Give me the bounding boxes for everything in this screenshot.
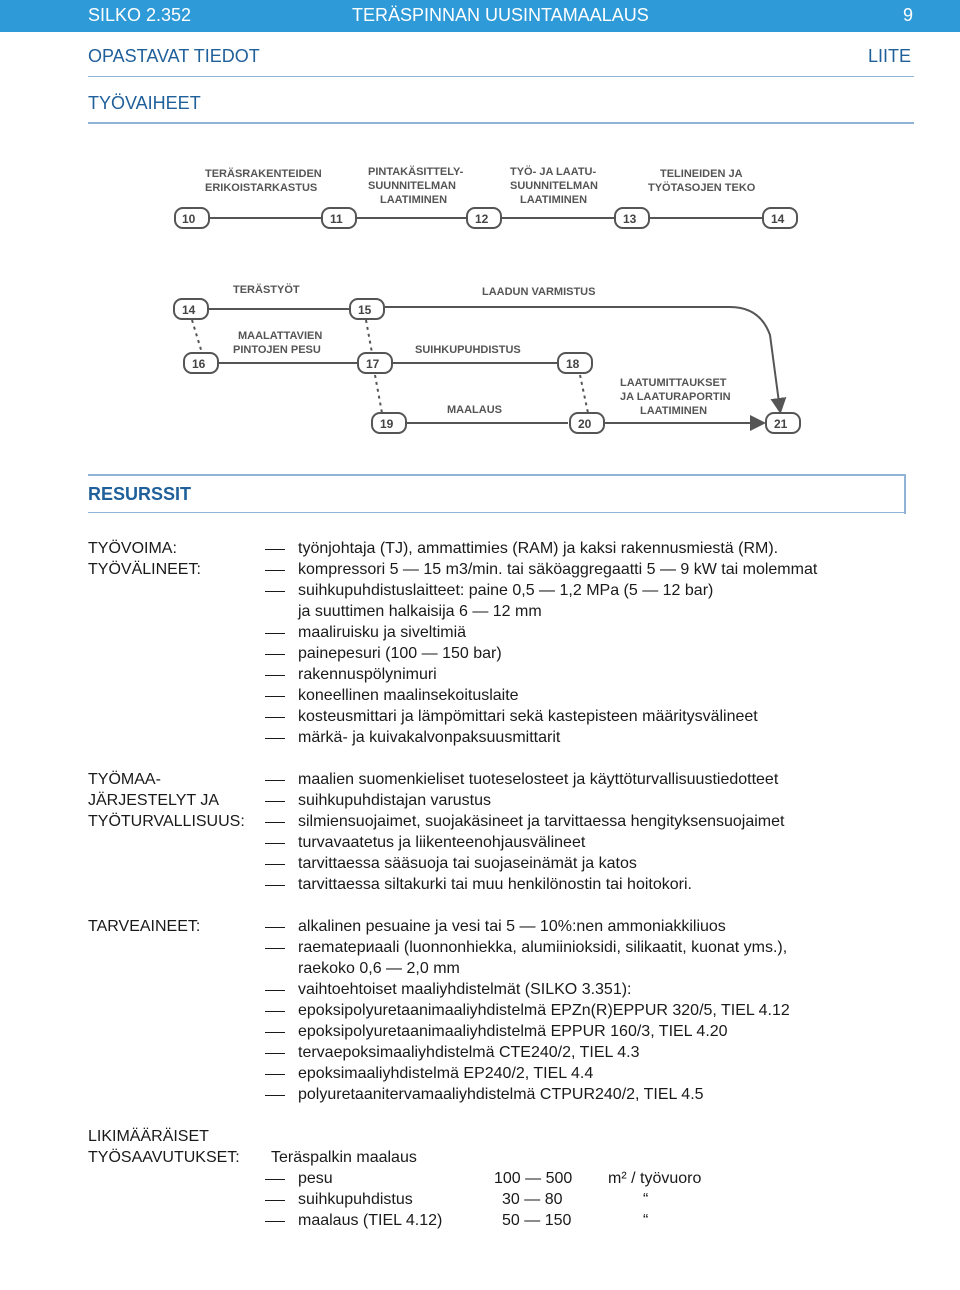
- node-19: [372, 413, 406, 433]
- dash: [265, 1074, 285, 1075]
- task-amount: 50 — 150: [502, 1212, 572, 1229]
- resurssit-top-rule: [88, 474, 906, 476]
- saavutukset-label-1: LIKIMÄÄRÄISET: [88, 1128, 209, 1145]
- list-item: vaihtoehtoiset maaliyhdistelmät (SILKO 3.351):: [298, 981, 632, 998]
- label-laatumittaukset: LAATUMITTAUKSET JA LAATURAPORTIN LAATIMINEN: [620, 377, 731, 417]
- list-item: tarvittaessa siltakurki tai muu henkilönostin tai hoitokori.: [298, 876, 692, 893]
- list-item: maalien suomenkieliset tuoteselosteet ja käyttöturvallisuustiedotteet: [298, 771, 779, 788]
- svg-text:21: 21: [774, 417, 788, 431]
- task-name: maalaus (TIEL 4.12): [298, 1212, 443, 1229]
- label-telineet: TELINEIDEN JA TYÖTASOJEN TEKO: [648, 168, 756, 194]
- list-item: työnjohtaja (TJ), ammattimies (RAM) ja kaksi rakennusmiestä (RM).: [298, 540, 779, 557]
- dash: [265, 1011, 285, 1012]
- node-15: [350, 299, 384, 319]
- list-item: epoksipolyuretaanimaaliyhdistelmä EPPUR 160/3, TIEL 4.20: [298, 1023, 728, 1040]
- dash: [265, 1221, 285, 1222]
- dash: [265, 927, 285, 928]
- task-name: suihkupuhdistus: [298, 1191, 413, 1208]
- task-name: pesu: [298, 1170, 333, 1187]
- node-12: [467, 208, 501, 228]
- list-item: suihkupuhdistajan varustus: [298, 792, 492, 809]
- label-pintakasittely: PINTAKÄSITTELY- SUUNNITELMAN LAATIMINEN: [368, 166, 464, 206]
- dash: [265, 654, 285, 655]
- dash: [265, 675, 285, 676]
- list-item: epoksipolyuretaanimaaliyhdistelmä EPZn(R)EPPUR 320/5, TIEL 4.12: [298, 1002, 790, 1019]
- dash: [265, 696, 285, 697]
- list-item: polyuretaanitervamaaliyhdistelmä CTPUR240/2, TIEL 4.5: [298, 1086, 704, 1103]
- tyomaa-label-1: TYÖMAA-: [88, 771, 161, 788]
- dash: [265, 990, 285, 991]
- list-item: raematериaali (luonnonhiekka, alumiinioksidi, silikaatit, kuonat yms.),: [298, 939, 788, 956]
- list-item: tervaepoksimaaliyhdistelmä CTE240/2, TIEL 4.3: [298, 1044, 640, 1061]
- svg-text:10: 10: [182, 212, 196, 226]
- node-21: [766, 413, 800, 433]
- saavutukset-heading: Teräspalkin maalaus: [271, 1149, 417, 1166]
- page-number: 9: [903, 5, 914, 25]
- dash: [265, 948, 285, 949]
- dash: [265, 738, 285, 739]
- svg-text:15: 15: [358, 303, 372, 317]
- dash: [265, 801, 285, 802]
- dash: [265, 1095, 285, 1096]
- node-13: [615, 208, 649, 228]
- tarveaineet-label: TARVEAINEET:: [88, 918, 201, 935]
- dash: [265, 843, 285, 844]
- node-14a: [763, 208, 797, 228]
- doc-id: SILKO 2.352: [88, 5, 192, 25]
- label-pesu: MAALATTAVIEN PINTOJEN PESU: [233, 330, 323, 356]
- task-amount: 30 — 80: [502, 1191, 563, 1208]
- dash: [265, 1179, 285, 1180]
- dash: [265, 549, 285, 550]
- list-item: kompressori 5 — 15 m3/min. tai säköaggregaatti 5 — 9 kW tai molemmat: [298, 561, 818, 578]
- svg-text:14: 14: [182, 303, 196, 317]
- list-item: epoksimaaliyhdistelmä EP240/2, TIEL 4.4: [298, 1065, 594, 1082]
- list-item: alkalinen pesuaine ja vesi tai 5 — 10%:nen ammoniakkiliuos: [298, 918, 726, 935]
- task-unit: “: [643, 1212, 649, 1229]
- doc-title: TERÄSPINNAN UUSINTAMAALAUS: [352, 5, 649, 25]
- label-maalaus: MAALAUS: [447, 404, 502, 416]
- list-item: painepesuri (100 — 150 bar): [298, 645, 502, 662]
- dash: [265, 864, 285, 865]
- dash: [265, 1032, 285, 1033]
- svg-text:11: 11: [330, 212, 343, 226]
- label-tyosuunnitelma: TYÖ- JA LAATU- SUUNNITELMAN LAATIMINEN: [510, 166, 598, 206]
- svg-text:12: 12: [475, 212, 489, 226]
- dash: [265, 1200, 285, 1201]
- node-18: [558, 353, 592, 373]
- dash: [265, 591, 285, 592]
- saavutukset-label-2: TYÖSAAVUTUKSET:: [88, 1149, 240, 1166]
- workflow-diagram: [170, 155, 810, 445]
- dash: [265, 780, 285, 781]
- dash: [265, 633, 285, 634]
- label-laadun-varmistus: LAADUN VARMISTUS: [482, 286, 596, 298]
- subtitle-left: OPASTAVAT TIEDOT: [88, 46, 260, 66]
- label-erikoistarkastus: TERÄSRAKENTEIDEN ERIKOISTARKASTUS: [205, 168, 322, 194]
- list-item: maaliruisku ja siveltimiä: [298, 624, 467, 641]
- node-16: [184, 353, 218, 373]
- dash: [265, 1053, 285, 1054]
- dash: [265, 822, 285, 823]
- svg-text:17: 17: [366, 357, 380, 371]
- resurssit-bottom-rule: [88, 512, 906, 513]
- list-item: ja suuttimen halkaisija 6 — 12 mm: [298, 603, 542, 620]
- dash: [265, 885, 285, 886]
- resurssit-side-rule: [904, 474, 906, 514]
- list-item: kosteusmittari ja lämpömittari sekä kastepisteen määritysvälineet: [298, 708, 758, 725]
- label-suihkupuhdistus: SUIHKUPUHDISTUS: [415, 344, 521, 356]
- dash: [265, 717, 285, 718]
- section-title-tyovaiheet: TYÖVAIHEET: [88, 93, 201, 113]
- header-bar: [0, 0, 960, 32]
- task-unit: m² / työvuoro: [608, 1170, 702, 1187]
- list-item: silmiensuojaimet, suojakäsineet ja tarvittaessa hengityksensuojaimet: [298, 813, 785, 830]
- node-10: [175, 208, 209, 228]
- tyovalineet-label: TYÖVÄLINEET:: [88, 561, 201, 578]
- list-item: raekoko 0,6 — 2,0 mm: [298, 960, 460, 977]
- list-item: rakennuspölynimuri: [298, 666, 437, 683]
- list-item: turvavaatetus ja liikenteenohjausvälineet: [298, 834, 586, 851]
- list-item: koneellinen maalinsekoituslaite: [298, 687, 519, 704]
- tyomaa-label-3: TYÖTURVALLISUUS:: [88, 813, 245, 830]
- svg-text:19: 19: [380, 417, 394, 431]
- dash: [265, 570, 285, 571]
- list-item: suihkupuhdistuslaitteet: paine 0,5 — 1,2 MPa (5 — 12 bar): [298, 582, 714, 599]
- header-divider: [88, 76, 914, 77]
- node-20: [570, 413, 604, 433]
- svg-text:16: 16: [192, 357, 206, 371]
- subtitle-right: LIITE: [868, 46, 912, 66]
- task-unit: “: [643, 1191, 649, 1208]
- section-divider: [88, 122, 914, 124]
- task-amount: 100 — 500: [494, 1170, 573, 1187]
- node-14b: [174, 299, 208, 319]
- tyovoima-label: TYÖVOIMA:: [88, 540, 177, 557]
- resurssit-title: RESURSSIT: [88, 484, 192, 504]
- list-item: tarvittaessa sääsuoja tai suojaseinämät ja katos: [298, 855, 637, 872]
- label-terastyot: TERÄSTYÖT: [233, 284, 300, 296]
- node-17: [358, 353, 392, 373]
- svg-text:18: 18: [566, 357, 580, 371]
- svg-text:20: 20: [578, 417, 592, 431]
- svg-text:14: 14: [771, 212, 785, 226]
- svg-text:13: 13: [623, 212, 637, 226]
- list-item: märkä- ja kuivakalvonpaksuusmittarit: [298, 729, 561, 746]
- node-11: [322, 208, 356, 228]
- tyomaa-label-2: JÄRJESTELYT JA: [88, 792, 219, 809]
